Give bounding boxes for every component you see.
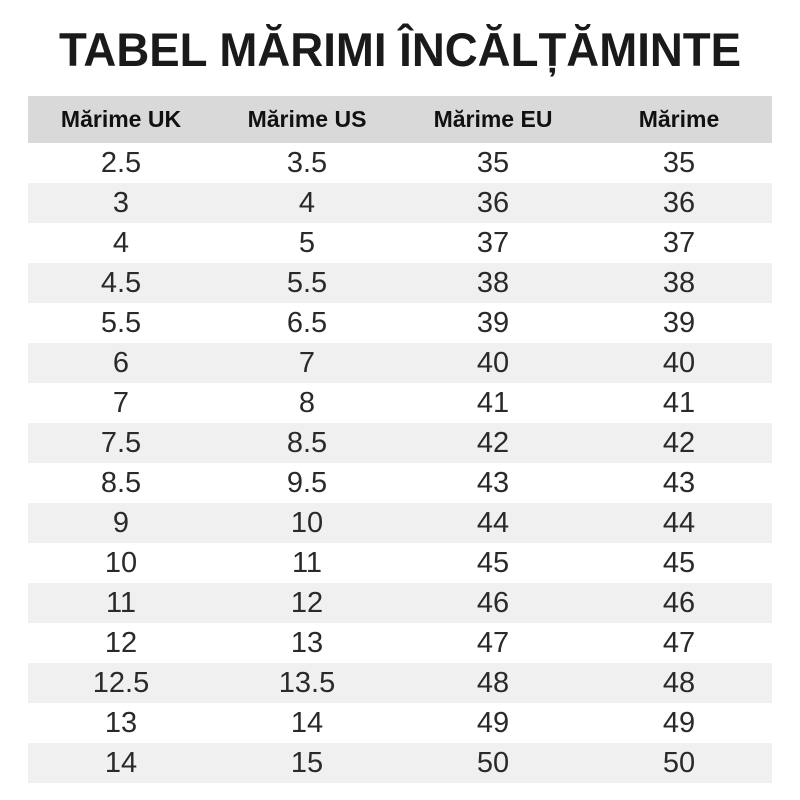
size-cell: 49 bbox=[476, 707, 510, 739]
size-cell: 36 bbox=[662, 187, 696, 219]
size-cell: 37 bbox=[662, 227, 696, 259]
size-cell: 8.5 bbox=[100, 467, 142, 499]
table-row bbox=[28, 463, 772, 503]
size-cell: 4 bbox=[112, 227, 130, 259]
table-row bbox=[28, 663, 772, 703]
size-cell: 6 bbox=[112, 347, 130, 379]
size-cell: 3 bbox=[112, 187, 130, 219]
size-cell: 38 bbox=[476, 267, 510, 299]
size-table-body bbox=[28, 143, 772, 783]
size-cell: 4.5 bbox=[100, 267, 142, 299]
size-cell: 14 bbox=[290, 707, 324, 739]
column-header-uk: Mărime UK bbox=[60, 106, 182, 132]
size-cell: 50 bbox=[662, 747, 696, 779]
table-row bbox=[28, 263, 772, 303]
size-cell: 11 bbox=[291, 547, 323, 579]
table-row bbox=[28, 543, 772, 583]
size-cell: 15 bbox=[290, 747, 324, 779]
size-cell: 9.5 bbox=[286, 467, 328, 499]
size-cell: 40 bbox=[662, 347, 696, 379]
size-cell: 7 bbox=[112, 387, 130, 419]
size-cell: 12.5 bbox=[92, 667, 150, 699]
size-cell: 45 bbox=[476, 547, 510, 579]
size-cell: 2.5 bbox=[100, 147, 142, 179]
size-cell: 9 bbox=[112, 507, 130, 539]
table-row bbox=[28, 343, 772, 383]
size-cell: 6.5 bbox=[286, 307, 328, 339]
size-cell: 48 bbox=[476, 667, 510, 699]
table-row bbox=[28, 383, 772, 423]
size-cell: 14 bbox=[104, 747, 138, 779]
size-cell: 50 bbox=[476, 747, 510, 779]
size-cell: 5.5 bbox=[100, 307, 142, 339]
size-cell: 39 bbox=[476, 307, 510, 339]
table-row bbox=[28, 583, 772, 623]
column-header-us: Mărime US bbox=[247, 106, 367, 132]
size-cell: 45 bbox=[662, 547, 696, 579]
size-cell: 5 bbox=[298, 227, 316, 259]
size-cell: 10 bbox=[104, 547, 138, 579]
size-cell: 44 bbox=[662, 507, 696, 539]
column-header-eu: Mărime EU bbox=[433, 106, 553, 132]
size-cell: 12 bbox=[104, 627, 138, 659]
size-table bbox=[28, 96, 772, 783]
header-row bbox=[28, 96, 772, 143]
size-cell: 42 bbox=[662, 427, 696, 459]
size-cell: 41 bbox=[476, 387, 510, 419]
size-table-header bbox=[28, 96, 772, 143]
size-cell: 46 bbox=[662, 587, 696, 619]
size-cell: 12 bbox=[290, 587, 324, 619]
size-cell: 13 bbox=[104, 707, 138, 739]
size-cell: 8.5 bbox=[286, 427, 328, 459]
size-cell: 37 bbox=[476, 227, 510, 259]
size-cell: 5.5 bbox=[286, 267, 328, 299]
size-cell: 44 bbox=[476, 507, 510, 539]
size-cell: 7.5 bbox=[100, 427, 142, 459]
size-cell: 35 bbox=[662, 147, 696, 179]
page-title: TABEL MĂRIMI ÎNCĂLȚĂMINTE bbox=[58, 23, 742, 76]
table-row bbox=[28, 423, 772, 463]
size-cell: 7 bbox=[298, 347, 316, 379]
table-row bbox=[28, 503, 772, 543]
size-cell: 10 bbox=[290, 507, 324, 539]
size-cell: 42 bbox=[476, 427, 510, 459]
size-cell: 49 bbox=[662, 707, 696, 739]
table-row bbox=[28, 183, 772, 223]
table-row bbox=[28, 743, 772, 783]
size-cell: 39 bbox=[662, 307, 696, 339]
size-cell: 47 bbox=[476, 627, 510, 659]
table-row bbox=[28, 223, 772, 263]
size-cell: 3.5 bbox=[286, 147, 328, 179]
size-cell: 43 bbox=[476, 467, 510, 499]
size-cell: 48 bbox=[662, 667, 696, 699]
size-cell: 36 bbox=[476, 187, 510, 219]
size-cell: 47 bbox=[662, 627, 696, 659]
table-row bbox=[28, 703, 772, 743]
size-cell: 8 bbox=[298, 387, 316, 419]
table-row bbox=[28, 143, 772, 183]
size-cell: 46 bbox=[476, 587, 510, 619]
column-header-marime: Mărime bbox=[638, 106, 720, 132]
size-cell: 4 bbox=[298, 187, 316, 219]
size-cell: 41 bbox=[662, 387, 696, 419]
size-cell: 13 bbox=[290, 627, 324, 659]
size-cell: 43 bbox=[662, 467, 696, 499]
size-cell: 38 bbox=[662, 267, 696, 299]
table-row bbox=[28, 303, 772, 343]
size-cell: 13.5 bbox=[278, 667, 336, 699]
size-cell: 40 bbox=[476, 347, 510, 379]
table-row bbox=[28, 623, 772, 663]
size-cell: 11 bbox=[105, 587, 137, 619]
size-cell: 35 bbox=[476, 147, 510, 179]
